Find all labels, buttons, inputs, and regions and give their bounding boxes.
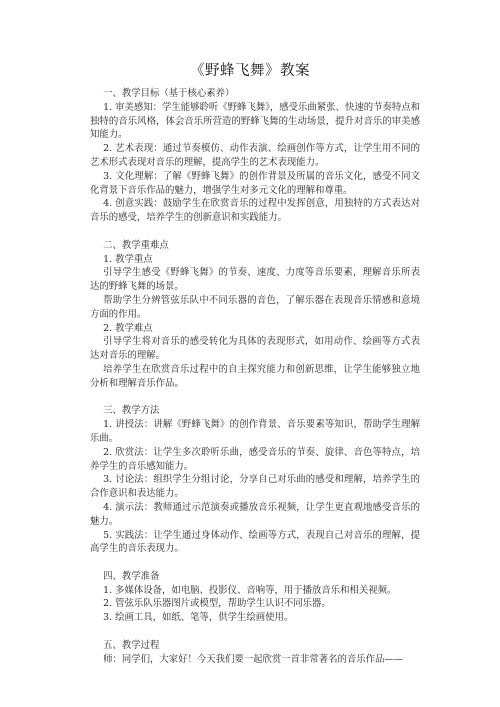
document-body	[90, 87, 420, 666]
paragraph: 3. 文化理解：了解《野蜂飞舞》的创作背景及所属的音乐文化，感受不同文化背景下音乐作品的魅力，增强学生对多元文化的理解和尊重。	[90, 170, 420, 196]
paragraph: 1. 多媒体设备，如电脑、投影仪、音响等，用于播放音乐和相关视频。	[103, 584, 397, 596]
section-heading: 三、教学方法	[103, 405, 160, 417]
paragraph: 2. 管弦乐队乐器图片或模型，帮助学生认识不同乐器。	[103, 598, 331, 610]
section-spacer	[90, 625, 420, 639]
document-title: 《野蜂飞舞》教案	[190, 63, 310, 79]
paragraph: 2. 艺术表现：通过节奏模仿、动作表演、绘画创作等方式，让学生用不同的艺术形式表现对音乐的理解，提高学生的艺术表现能力。	[90, 143, 420, 168]
paragraph: 5. 实践法：让学生通过身体动作、绘画等方式，表现自己对音乐的理解，提高学生的音乐表现力。	[90, 529, 420, 555]
paragraph: 3. 绘画工具，如纸、笔等，供学生绘画使用。	[103, 612, 294, 624]
paragraph: 3. 讨论法：组织学生分组讨论，分享自己对乐曲的感受和理解，培养学生的合作意识和表达能力。	[90, 474, 420, 500]
paragraph: 4. 演示法：教师通过示范演奏或播放音乐视频，让学生更直观地感受音乐的魅力。	[90, 501, 420, 527]
paragraph: 1. 讲授法：讲解《野蜂飞舞》的创作背景、音乐要素等知识，帮助学生理解乐曲。	[90, 419, 420, 444]
section-heading: 一、教学目标（基于核心素养）	[103, 88, 235, 99]
paragraph: 2. 欣赏法：让学生多次聆听乐曲，感受音乐的节奏、旋律、音色等特点，培养学生的音乐感知能力。	[90, 446, 420, 472]
section-spacer	[90, 556, 420, 570]
paragraph: 师：同学们，大家好！今天我们要一起欣赏一首非常著名的音乐作品——	[103, 653, 404, 665]
section-heading: 二、教学重难点	[103, 239, 169, 251]
section-heading: 五、教学过程	[103, 639, 160, 651]
paragraph: 1. 审美感知：学生能够聆听《野蜂飞舞》，感受乐曲紧张、快速的节奏特点和独特的音乐风格，体会音乐所营造的野蜂飞舞的生动场景，提升对音乐的审美感知能力。	[90, 101, 420, 141]
section-spacer	[90, 225, 420, 239]
paragraph: 2. 教学难点	[103, 322, 153, 334]
paragraph: 培养学生在欣赏音乐过程中的自主探究能力和创新思维，让学生能够独立地分析和理解音乐作品。	[90, 363, 420, 389]
paragraph: 帮助学生分辨管弦乐队中不同乐器的音色，了解乐器在表现音乐情感和意境方面的作用。	[90, 294, 420, 320]
paragraph: 引导学生将对音乐的感受转化为具体的表现形式，如用动作、绘画等方式表达对音乐的理解。	[90, 336, 420, 362]
paragraph: 4. 创意实践：鼓励学生在欣赏音乐的过程中发挥创意，用独特的方式表达对音乐的感受，培养学生的创新意识和实践能力。	[90, 198, 420, 224]
paragraph: 引导学生感受《野蜂飞舞》的节奏、速度、力度等音乐要素，理解音乐所表达的野蜂飞舞的场景。	[90, 267, 420, 293]
section-heading: 四、教学准备	[103, 570, 160, 582]
section-spacer	[90, 391, 420, 405]
paragraph: 1. 教学重点	[103, 253, 153, 265]
